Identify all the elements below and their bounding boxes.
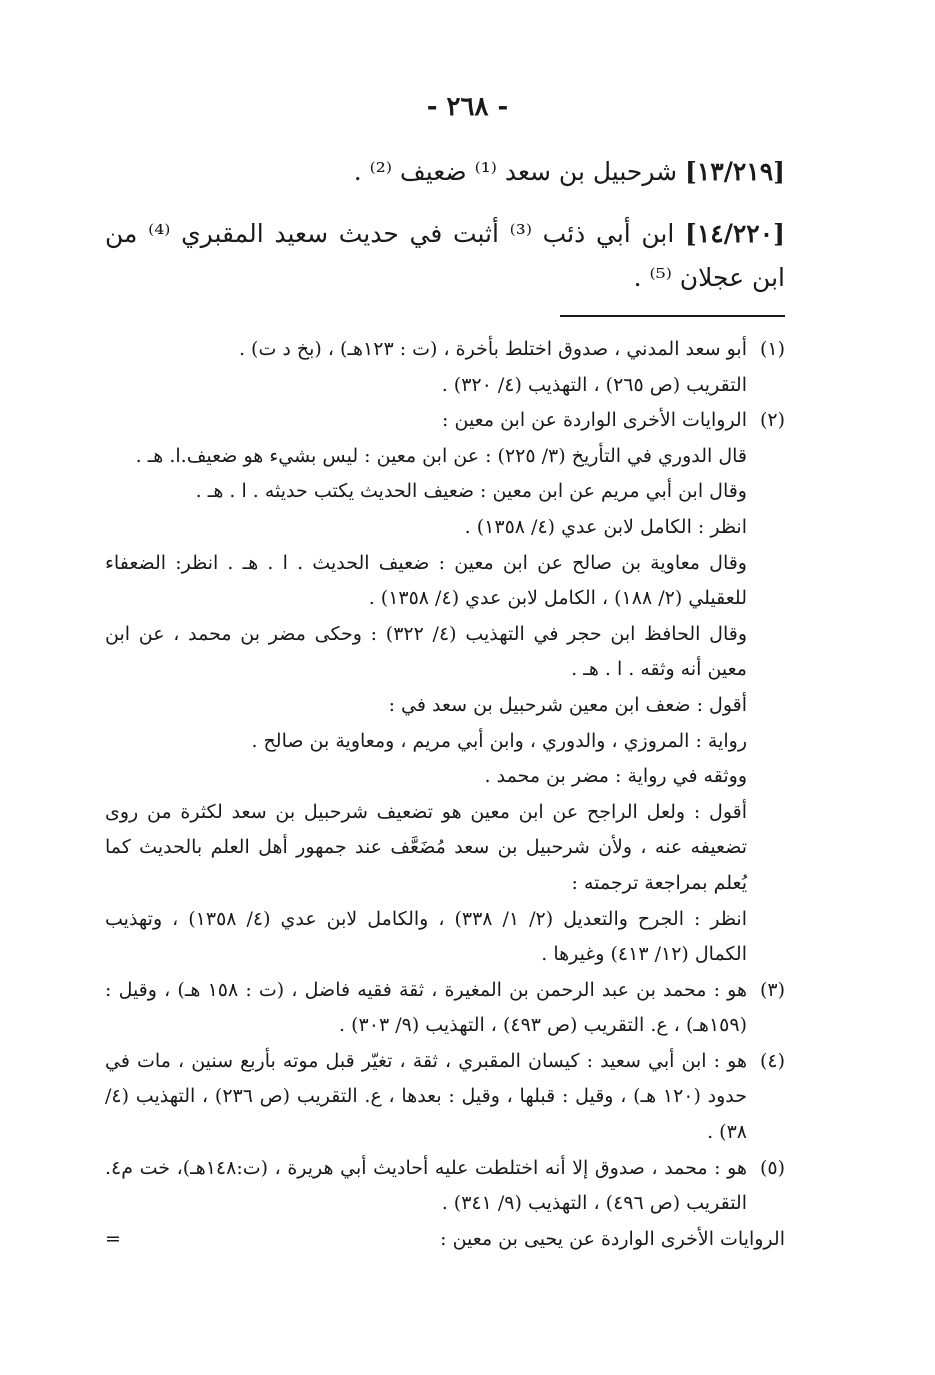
footnote-number: (٤) [759,1049,785,1072]
entry-text: شرحبيل بن سعد ⁽¹⁾ ضعيف ⁽²⁾ . [353,157,678,186]
footnote-3 [105,973,785,1044]
footnote-number: (٣) [759,978,785,1001]
entry-220 [105,212,785,300]
footnote-2 [105,403,785,973]
footnote-line: هو : محمد بن عبد الرحمن بن المغيرة ، ثقة فقيه فاضل ، (ت : ١٥٨ هـ) ، وقيل : (١٥٩هـ) ، ع. التقريب (ص ٤٩٣) ، التهذيب (٩/ ٣٠٣) . [105,978,747,1037]
footnote-line: أقول : ضعف ابن معين شرحبيل بن سعد في : [388,693,747,716]
footnote-number: (٥) [759,1156,785,1179]
footnote-4 [105,1044,785,1151]
footnote-number: (٢) [759,409,785,432]
footnote-line: هو : محمد ، صدوق إلا أنه اختلطت عليه أحاديث أبي هريرة ، (ت:١٤٨هـ)، خت م٤. التقريب (ص ٤٩٦) ، التهذيب (٩/ ٣٤١) . [105,1156,747,1215]
footnote-line: التقريب (ص ٢٦٥) ، التهذيب (٤/ ٣٢٠) . [441,373,747,396]
continuation-text: الروايات الأخرى الواردة عن يحيى بن معين : [440,1227,785,1250]
footnote-divider [560,315,785,317]
footnote-line: هو : ابن أبي سعيد : كيسان المقبري ، ثقة ، تغيّر قبل موته بأربع سنين ، مات في حدود (١٢٠ هـ) ، وقيل : قبلها ، وقيل : بعدها ، ع. التقريب (ص ٢٣٦) ، التهذيب (٤/ ٣٨) . [105,1049,747,1144]
footnote-number: (١) [759,338,785,360]
footnote-line: انظر : الكامل لابن عدي (٤/ ١٣٥٨) . [464,515,747,538]
footnote-line: قال الدوري في التأريخ (٣/ ٢٢٥) : عن ابن معين : ليس بشيء هو ضعيف.ا. هـ . [135,444,747,467]
footnote-line: أبو سعد المدني ، صدوق اختلط بأخرة ، (ت : ١٢٣هـ) ، (بخ د ت) . [238,338,747,360]
footnote-line: وقال معاوية بن صالح عن ابن معين : ضعيف الحديث . ا . هـ . انظر: الضعفاء للعقيلي (٢/ ١٨٨) ، الكامل لابن عدي (٤/ ١٣٥٨) . [105,551,747,610]
entry-text: ابن أبي ذئب ⁽³⁾ أثبت في حديث سعيد المقبري ⁽⁴⁾ من ابن عجلان ⁽⁵⁾ . [105,219,785,292]
footnote-1 [105,332,785,403]
continuation-mark: = [105,1227,121,1250]
entry-number: [١٤/٢٢٠] [685,219,785,248]
page-number: - ٢٦٨ - [426,92,509,122]
footnotes [105,332,785,1257]
footnote-5 [105,1151,785,1222]
footnote-line: وقال الحافظ ابن حجر في التهذيب (٤/ ٣٢٢) : وحكى مضر بن محمد ، عن ابن معين أنه وثقه . ا . هـ . [105,622,747,681]
footnote-line: الروايات الأخرى الواردة عن ابن معين : [442,409,747,432]
footnote-line: ووثقه في رواية : مضر بن محمد . [484,765,747,788]
footnote-continuation [105,1222,785,1258]
footnote-line: أقول : ولعل الراجح عن ابن معين هو تضعيف شرحبيل بن سعد لكثرة من روى تضعيفه عنه ، ولأن شرحبيل بن سعد مُضَعَّف عند جمهور أهل العلم بالحديث كما يُعلم بمراجعة ترجمته : [105,800,747,894]
entry-219 [105,150,785,194]
footnote-line: وقال ابن أبي مريم عن ابن معين : ضعيف الحديث يكتب حديثه . ا . هـ . [195,480,747,503]
footnote-line: انظر : الجرح والتعديل (٢/ ١/ ٣٣٨) ، والكامل لابن عدي (٤/ ١٣٥٨) ، وتهذيب الكمال (١٢/ ٤١٣) وغيرها . [105,907,747,966]
footnote-line: رواية : المروزي ، والدوري ، وابن أبي مريم ، ومعاوية بن صالح . [251,729,747,752]
entry-number: [١٣/٢١٩] [685,157,785,186]
